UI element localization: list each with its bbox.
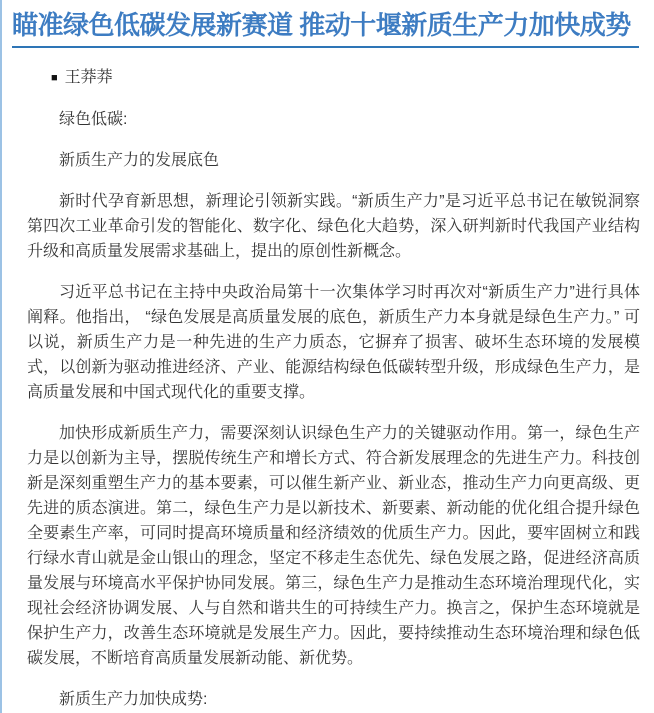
article-paragraph: 新质生产力的发展底色: [59, 152, 220, 169]
article-paragraph: 加快形成新质生产力，需要深刻认识绿色生产力的关键驱动作用。第一，绿色生产力是以创新为主导，摆脱传统生产和增长方式、符合新发展理念的先进生产力。科技创新是深刻重塑生产力的基本要素，可以催生新产业、新业态，推动生产力向更高级、更先进的质态演进。第二，绿色生产力是以新技术、新要素、新动能的优化组合提升绿色全要素生产率，可同时提高环境质量和经济绩效的优质生产力。因此，要牢固树立和践行绿水青山就是金山银山的理念，坚定不移走生态优先、绿色发展之路，促进经济高质量发展与环境高水平保护协同发展。第三，绿色生产力是推动生态环境治理现代化，实现社会经济协调发展、人与自然和谐共生的可持续生产力。换言之，保护生态环境就是保护生产力，改善生态环境就是发展生产力。因此，要持续推动生态环境治理和绿色低碳发展，不断培育高质量发展新动能、新优势。: [27, 425, 640, 667]
article-paragraph: 绿色低碳:: [59, 111, 128, 128]
square-bullet-icon: ■: [51, 72, 58, 84]
author-line: [27, 65, 640, 91]
article-paragraph: 习近平总书记在主持中央政治局第十一次集体学习时再次对“新质生产力”进行具体阐释。他指出， “绿色发展是高质量发展的底色，新质生产力本身就是绿色生产力。” 可以说，新质生产力是一种先进的生产力质态，它摒弃了损害、破坏生态环境的发展模式，以创新为驱动推进经济、产业、能源结构绿色低碳转型升级，形成绿色生产力，是高质量发展和中国式现代化的重要支撑。: [27, 284, 640, 401]
article-body: [27, 65, 640, 712]
article-paragraph: 新时代孕育新思想，新理论引领新实践。“新质生产力”是习近平总书记在敏锐洞察第四次工业革命引发的智能化、数字化、绿色化大趋势，深入研判新时代我国产业结构升级和高质量发展需求基础上，提出的原创性新概念。: [27, 193, 640, 260]
title-divider: [12, 46, 639, 48]
author-name: 王莽莽: [64, 69, 113, 86]
article-title: 瞄准绿色低碳发展新赛道 推动十堰新质生产力加快成势: [12, 10, 631, 40]
article-paragraph: 新质生产力加快成势:: [59, 691, 208, 708]
